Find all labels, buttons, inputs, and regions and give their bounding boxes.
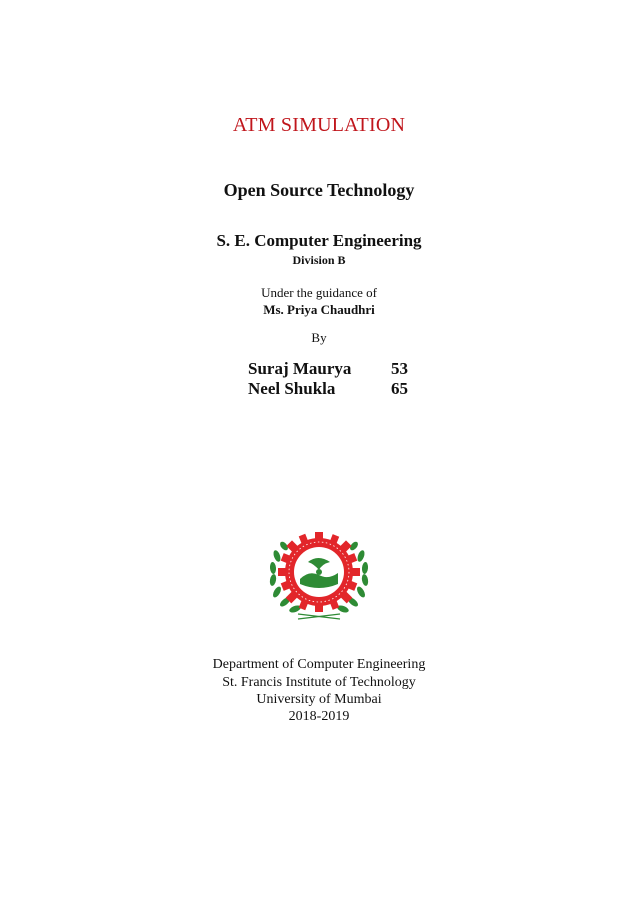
department-line: Department of Computer Engineering [212, 657, 426, 672]
document-title: ATM SIMULATION [232, 114, 406, 136]
student-roll: 65 [391, 379, 408, 398]
academic-year: 2018-2019 [288, 709, 350, 724]
division-label: Division B [292, 253, 346, 267]
guide-name: Ms. Priya Chaudhri [263, 302, 375, 317]
student-name: Neel Shukla [248, 379, 336, 398]
by-label: By [311, 330, 327, 345]
institute-line: St. Francis Institute of Technology [222, 675, 416, 690]
student-row [248, 359, 408, 379]
guidance-label: Under the guidance of [261, 285, 377, 300]
student-row [248, 379, 408, 399]
student-roll: 53 [391, 359, 408, 378]
student-name: Suraj Maurya [248, 359, 352, 378]
student-list [248, 359, 408, 399]
subject-heading: Open Source Technology [223, 180, 415, 200]
course-heading: S. E. Computer Engineering [216, 231, 422, 250]
institute-emblem-icon [264, 526, 374, 622]
university-line: University of Mumbai [256, 692, 382, 707]
